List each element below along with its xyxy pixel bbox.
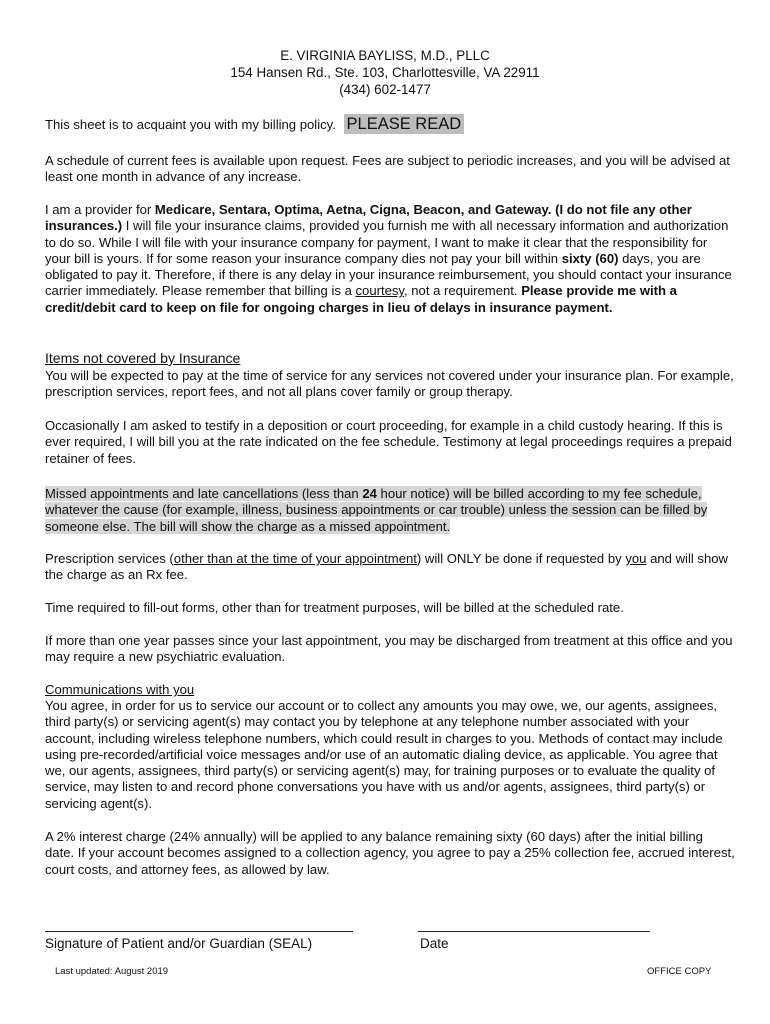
provider-text-1: I am a provider for <box>45 202 155 217</box>
forms-paragraph: Time required to fill-out forms, other than for treatment purposes, will be billed at the scheduled rate. <box>45 600 624 615</box>
rx-underline-you: you <box>625 551 647 566</box>
items-heading <box>45 350 735 366</box>
provider-sixty-days: sixty (60) <box>561 250 619 266</box>
provider-text-4: , not a requirement. <box>404 283 522 299</box>
communications-heading <box>45 682 735 698</box>
intro-line <box>45 114 735 134</box>
date-line <box>418 931 650 932</box>
intro-text: This sheet is to acquaint you with my billing policy. <box>45 117 336 132</box>
missed-text-2: hour notice) will be billed according to my fee schedule, whatever the cause (for example, illness, business appointments or car trouble) unless the session can be filled by someone else. The bill will show the charge as a missed appointment. <box>45 486 708 534</box>
office-copy-label: OFFICE COPY <box>647 966 712 977</box>
provider-card-request: Please provide me with a credit/debit card to keep on file for ongoing charges in lieu of delays in insurance payment. <box>45 283 677 315</box>
signature-label: Signature of Patient and/or Guardian (SEAL) <box>45 936 313 951</box>
rx-text-1: Prescription services ( <box>45 551 174 566</box>
communications-text: You agree, in order for us to service our account or to collect any amounts you may owe, we, our agents, assignees, third party(s) or servicing agent(s) may contact you by telephone at any telephone number associated with your account, including wireless telephone numbers, which could result in charges to you. Methods of contact may include using pre-recorded/artificial voice messages and/or use of an automatic dialing device, as applicable. You agree that we, our agents, assignees, third party(s) or servicing agent(s) may, for training purposes or to evaluate the quality of service, may listen to and record phone conversations you have with us and/or agents, assignees, third party(s) or servicing agent(s). <box>45 698 723 811</box>
please-read-badge: PLEASE READ <box>344 114 465 134</box>
last-updated: Last updated: August 2019 <box>55 966 169 977</box>
practice-address: 154 Hansen Rd., Ste. 103, Charlottesville, VA 22911 <box>230 65 540 80</box>
provider-insurers: Medicare, Sentara, Optima, Aetna, Cigna, Beacon, and Gateway. (I do not file any other insurances.) <box>45 202 692 234</box>
rx-text-2: ) will ONLY be done if requested by <box>416 551 626 566</box>
fees-paragraph: A schedule of current fees is available upon request. Fees are subject to periodic increases, and you will be advised at least one month in advance of any increase. <box>45 153 730 185</box>
provider-courtesy: courtesy <box>355 283 404 299</box>
rx-underline-1: other than at the time of your appointment <box>173 551 417 566</box>
testify-paragraph: Occasionally I am asked to testify in a deposition or court proceeding, for example in a child custody hearing. If this is ever required, I will bill you at the rate indicated on the fee schedule. Testimony at legal proceedings requires a prepaid retainer of fees. <box>45 418 732 466</box>
prescription-paragraph <box>45 551 735 584</box>
provider-paragraph <box>45 202 735 316</box>
rx-text-3: and will show the charge as an Rx fee. <box>45 551 728 583</box>
missed-hours: 24 <box>362 486 377 501</box>
interest-paragraph: A 2% interest charge (24% annually) will be applied to any balance remaining sixty (60 days) after the initial billing date. If your account becomes assigned to a collection agency, you agree to pay a 25% collection fee, accrued interest, court costs, and attorney fees, as allowed by law. <box>45 829 735 877</box>
items-text: You will be expected to pay at the time of service for any services not covered under your insurance plan. For example, prescription services, report fees, and not all plans cover family or group therapy. <box>45 368 734 400</box>
communications-heading-text: Communications with you <box>45 682 195 697</box>
missed-paragraph <box>45 486 735 535</box>
practice-phone: (434) 602-1477 <box>339 82 431 97</box>
provider-text-2: I will file your insurance claims, provided you furnish me with all necessary information and authorization to do so. While I will file with your insurance company for payment, I want to make it clear that the responsibility for your bill is yours. If for some reason your insurance company dies not pay your bill within <box>45 218 729 266</box>
signature-line <box>45 931 353 932</box>
discharge-paragraph: If more than one year passes since your last appointment, you may be discharged from treatment at this office and you may require a new psychiatric evaluation. <box>45 633 733 665</box>
provider-text-3: days, you are obligated to pay it. Therefore, if there is any delay in your insurance reimbursement, you should contact your insurance carrier immediately. Please remember that billing is a <box>45 250 732 299</box>
missed-text-1: Missed appointments and late cancellations (less than <box>45 486 363 501</box>
date-label: Date <box>420 936 449 951</box>
items-heading-text: Items not covered by Insurance <box>45 350 241 366</box>
practice-name: E. VIRGINIA BAYLISS, M.D., PLLC <box>280 48 490 63</box>
